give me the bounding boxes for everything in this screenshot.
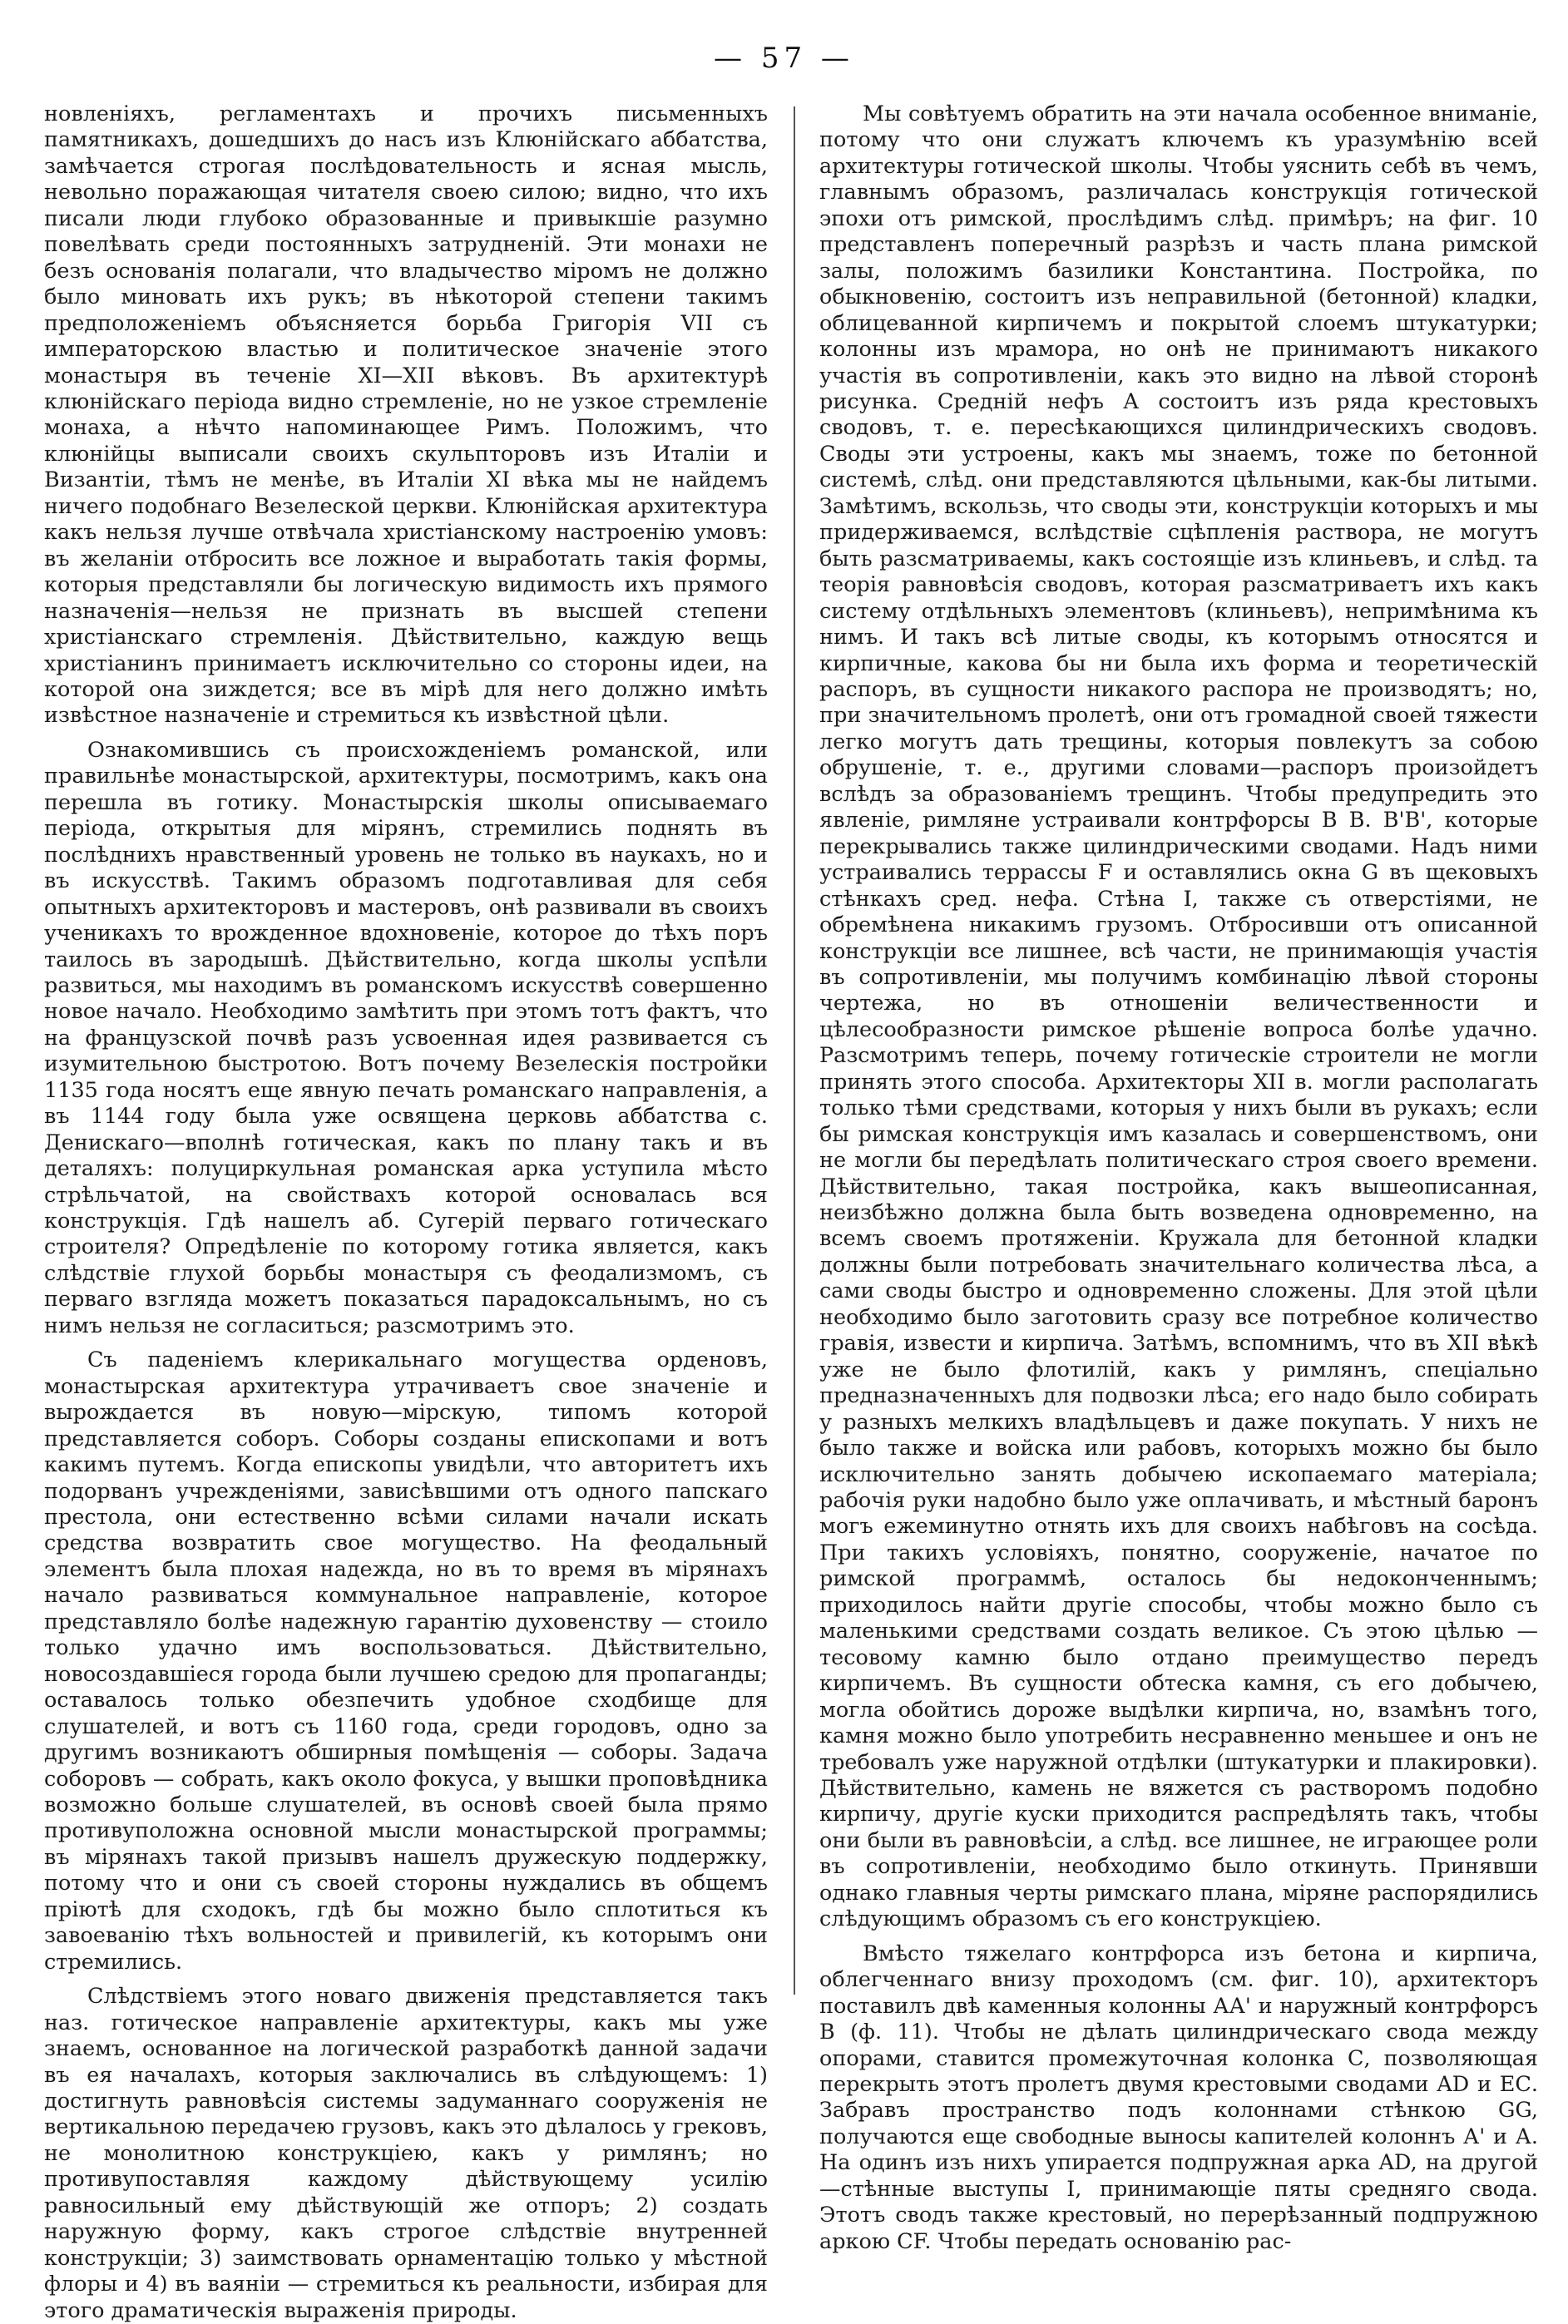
right-column bbox=[819, 101, 1538, 2255]
page-number: — 57 — bbox=[714, 42, 854, 75]
left-paragraph-1: новленіяхъ, регламентахъ и прочихъ письменныхъ памятникахъ, дошедшихъ до насъ изъ Клюнійскаго аббатства, замѣчается строгая послѣдовательность и ясная мысль, невольно поражающая читателя своею силою; видно, что ихъ писали люди глубоко образованные и привыкшіе разумно повелѣвать среди постоянныхъ затрудненій. Эти монахи не безъ основанія полагали, что владычество міромъ не должно было миновать ихъ рукъ; въ нѣкоторой степени такимъ предположеніемъ объясняется борьба Григорія VII съ императорскою властью и политическое значеніе этого монастыря въ теченіе XI—XII вѣковъ. Въ архитектурѣ клюнійскаго періода видно стремленіе, но не узкое стремленіе монаха, а нѣчто напоминающее Римъ. Положимъ, что клюнійцы выписали своихъ скульпторовъ изъ Италіи и Византіи, тѣмъ не менѣе, въ Италіи XI вѣка мы не найдемъ ничего подобнаго Везелеской церкви. Клюнійская архитектура какъ нельзя лучше отвѣчала христіанскому настроенію умовъ: въ желаніи отбросить все ложное и выработать такія формы, которыя представляли бы логическую видимость ихъ прямого назначенія—нельзя не признать въ высшей степени христіанскаго стремленія. Дѣйствительно, каждую вещь христіанинъ принимаетъ исключительно со стороны идеи, на которой она зиждется; все въ мірѣ для него должно имѣть извѣстное назначеніе и стремиться къ извѣстной цѣли. bbox=[44, 101, 768, 729]
left-paragraph-4: Слѣдствіемъ этого новаго движенія представляется такъ наз. готическое направленіе архитектуры, какъ мы уже знаемъ, основанное на логической разработкѣ данной задачи въ ея началахъ, которыя заключались въ слѣдующемъ: 1) достигнуть равновѣсія системы задуманнаго сооруженія не вертикальною передачею грузовъ, какъ это дѣлалось у грековъ, не монолитною конструкціею, какъ у римлянъ; но противупоставляя каждому дѣйствующему усилію равносильный ему дѣйствующій же отпоръ; 2) создать наружную форму, какъ строгое слѣдствіе внутренней конструкціи; 3) заимствовать орнаментацію только у мѣстной флоры и 4) въ ваяніи — стремиться къ реальности, избирая для этого драматическія выраженія природы. bbox=[44, 1984, 768, 2323]
left-paragraph-2: Ознакомившись съ происхожденіемъ романской, или правильнѣе монастырской, архитектуры, посмотримъ, какъ она перешла въ готику. Монастырскія школы описываемаго періода, открытыя для мірянъ, стремились поднять въ послѣднихъ нравственный уровень не только въ наукахъ, но и въ искусствѣ. Такимъ образомъ подготавливая для себя опытныхъ архитекторовъ и мастеровъ, онѣ развивали въ своихъ ученикахъ то врожденное вдохновеніе, которое до тѣхъ поръ таилось въ зародышѣ. Дѣйствительно, когда школы успѣли развиться, мы находимъ въ романскомъ искусствѣ совершенно новое начало. Необходимо замѣтить при этомъ тотъ фактъ, что на французской почвѣ разъ усвоенная идея развивается съ изумительною быстротою. Вотъ почему Везелескія постройки 1135 года носятъ еще явную печать романскаго направленія, а въ 1144 году была уже освящена церковь аббатства с. Денискаго—вполнѣ готическая, какъ по плану такъ и въ деталяхъ: полуциркульная романская арка уступила мѣсто стрѣльчатой, на свойствахъ которой основалась вся конструкція. Гдѣ нашелъ аб. Сугерій перваго готическаго строителя? Опредѣленіе по которому готика является, какъ слѣдствіе глухой борьбы монастыря съ феодализмомъ, съ перваго взгляда можетъ показаться парадоксальнымъ, но съ нимъ нельзя не согласиться; разсмотримъ это. bbox=[44, 737, 768, 1338]
column-divider bbox=[794, 106, 795, 1995]
left-paragraph-3: Съ паденіемъ клерикальнаго могущества орденовъ, монастырская архитектура утрачиваетъ свое значеніе и вырождается въ новую—мірскую, типомъ которой представляется соборъ. Соборы созданы епископами и вотъ какимъ путемъ. Когда епископы увидѣли, что авторитетъ ихъ подорванъ учрежденіями, зависѣвшими отъ одного папскаго престола, они естественно всѣми силами начали искать средства возвратить свое могущество. На феодальный элементъ была плохая надежда, но въ то время въ мірянахъ начало развиваться коммунальное направленіе, которое представляло болѣе надежную гарантію духовенству — стоило только удачно имъ воспользоваться. Дѣйствительно, новосоздавшіеся города были лучшею средою для пропаганды; оставалось только обезпечить удобное сходбище для слушателей, и вотъ съ 1160 года, среди городовъ, одно за другимъ возникаютъ обширныя помѣщенія — соборы. Задача соборовъ — собрать, какъ около фокуса, у вышки проповѣдника возможно больше слушателей, въ основѣ своей была прямо противуположна основной мысли монастырской программы; въ мірянахъ такой призывъ нашелъ дружескую поддержку, потому что и они съ своей стороны нуждались въ общемъ пріютѣ для сходокъ, гдѣ бы можно было сплотиться къ завоеванію тѣхъ вольностей и привилегій, къ которымъ они стремились. bbox=[44, 1347, 768, 1975]
right-paragraph-2: Вмѣсто тяжелаго контрфорса изъ бетона и кирпича, облегченнаго внизу проходомъ (см. фиг. 10), архитекторъ поставилъ двѣ каменныя колонны АА' и наружный контрфорсъ В (ф. 11). Чтобы не дѣлать цилиндрическаго свода между опорами, ставится промежуточная колонка С, позволяющая перекрыть этотъ пролетъ двумя крестовыми сводами AD и ЕС. Забравъ пространство подъ колоннами стѣнкою GG, получаются еще свободные выносы капителей колоннъ А' и А. На одинъ изъ нихъ упирается подпружная арка AD, на другой—стѣнные выступы I, принимающіе пяты средняго свода. Этотъ сводъ также крестовый, но перерѣзанный подпружною аркою CF. Чтобы передать основанію рас- bbox=[819, 1941, 1538, 2254]
left-column bbox=[44, 101, 768, 2324]
right-paragraph-1: Мы совѣтуемъ обратить на эти начала особенное вниманіе, потому что они служатъ ключемъ къ уразумѣнію всей архитектуры готической школы. Чтобы уяснить себѣ въ чемъ, главнымъ образомъ, различалась конструкція готической эпохи отъ римской, прослѣдимъ слѣд. примѣръ; на фиг. 10 представленъ поперечный разрѣзъ и часть плана римской залы, положимъ базилики Константина. Постройка, по обыкновенію, состоитъ изъ неправильной (бетонной) кладки, облицеванной кирпичемъ и покрытой слоемъ штукатурки; колонны изъ мрамора, но онѣ не принимаютъ никакого участія въ сопротивленіи, какъ это видно на лѣвой сторонѣ рисунка. Средній нефъ А состоитъ изъ ряда крестовыхъ сводовъ, т. е. пересѣкающихся цилиндрическихъ сводовъ. Своды эти устроены, какъ мы знаемъ, тоже по бетонной системѣ, слѣд. они представляются цѣльными, как-бы литыми. Замѣтимъ, вскользь, что своды эти, конструкціи которыхъ и мы придерживаемся, вслѣдствіе сцѣпленія раствора, не могутъ быть разсматриваемы, какъ состоящіе изъ клиньевъ, и слѣд. та теорія равновѣсія сводовъ, которая разсматриваетъ ихъ какъ систему отдѣльныхъ элементовъ (клиньевъ), непримѣнима къ нимъ. И такъ всѣ литые своды, къ которымъ относятся и кирпичные, какова бы ни была ихъ форма и теоретическій распоръ, въ сущности никакого распора не производятъ; но, при значительномъ пролетѣ, они отъ громадной своей тяжести легко могутъ дать трещины, которыя повлекутъ за собою обрушеніе, т. е., другими словами—распоръ произойдетъ вслѣдъ за образованіемъ трещинъ. Чтобы предупредить это явленіе, римляне устраивали контрфорсы В В. В'В', которые перекрывались также цилиндрическими сводами. Надъ ними устраивались террассы F и оставлялись окна G въ щековыхъ стѣнкахъ сред. нефа. Стѣна I, также съ отверстіями, не обремѣнена никакимъ грузомъ. Отбросивши отъ описанной конструкціи все лишнее, всѣ части, не принимающія участія въ сопротивленіи, мы получимъ комбинацію лѣвой стороны чертежа, но въ отношеніи величественности и цѣлесообразности римское рѣшеніе вопроса болѣе удачно. Разсмотримъ теперь, почему готическіе строители не могли принять этого способа. Архитекторы XII в. могли располагать только тѣми средствами, которыя у нихъ были въ рукахъ; если бы римская конструкція имъ казалась и совершенствомъ, они не могли бы передѣлать политическаго строя своего времени. Дѣйствительно, такая постройка, какъ вышеописанная, неизбѣжно должна была быть возведена одновременно, на всемъ своемъ протяженіи. Кружала для бетонной кладки должны были потребовать значительнаго количества лѣса, а сами своды быстро и одновременно сложены. Для этой цѣли необходимо было заготовить сразу все потребное количество гравія, извести и кирпича. Затѣмъ, вспомнимъ, что въ XII вѣкѣ уже не было флотилій, какъ у римлянъ, спеціально предназначенныхъ для подвозки лѣса; его надо было собирать у разныхъ мелкихъ владѣльцевъ и даже покупать. У нихъ не было также и войска или рабовъ, которыхъ можно бы было исключительно занять добычею ископаемаго матеріала; рабочія руки надобно было уже оплачивать, и мѣстный баронъ могъ ежеминутно отнять ихъ для своихъ набѣговъ на сосѣда. При такихъ условіяхъ, понятно, сооруженіе, начатое по римской программѣ, осталось бы недоконченнымъ; приходилось найти другіе способы, чтобы можно было съ маленькими средствами создать великое. Съ этою цѣлью — тесовому камню было отдано преимущество передъ кирпичемъ. Въ сущности обтеска камня, съ его добычею, могла обойтись дороже выдѣлки кирпича, но, взамѣнъ того, камня можно было употребить несравненно меньшее и онъ не требовалъ уже наружной отдѣлки (штукатурки и плакировки). Дѣйствительно, камень не вяжется съ растворомъ подобно кирпичу, другіе куски приходится распредѣлять такъ, чтобы они были въ равновѣсіи, а слѣд. все лишнее, не играющее роли въ сопротивленіи, необходимо было откинуть. Принявши однако главныя черты римскаго плана, міряне распорядились слѣдующимъ образомъ съ его конструкціею. bbox=[819, 101, 1538, 1932]
